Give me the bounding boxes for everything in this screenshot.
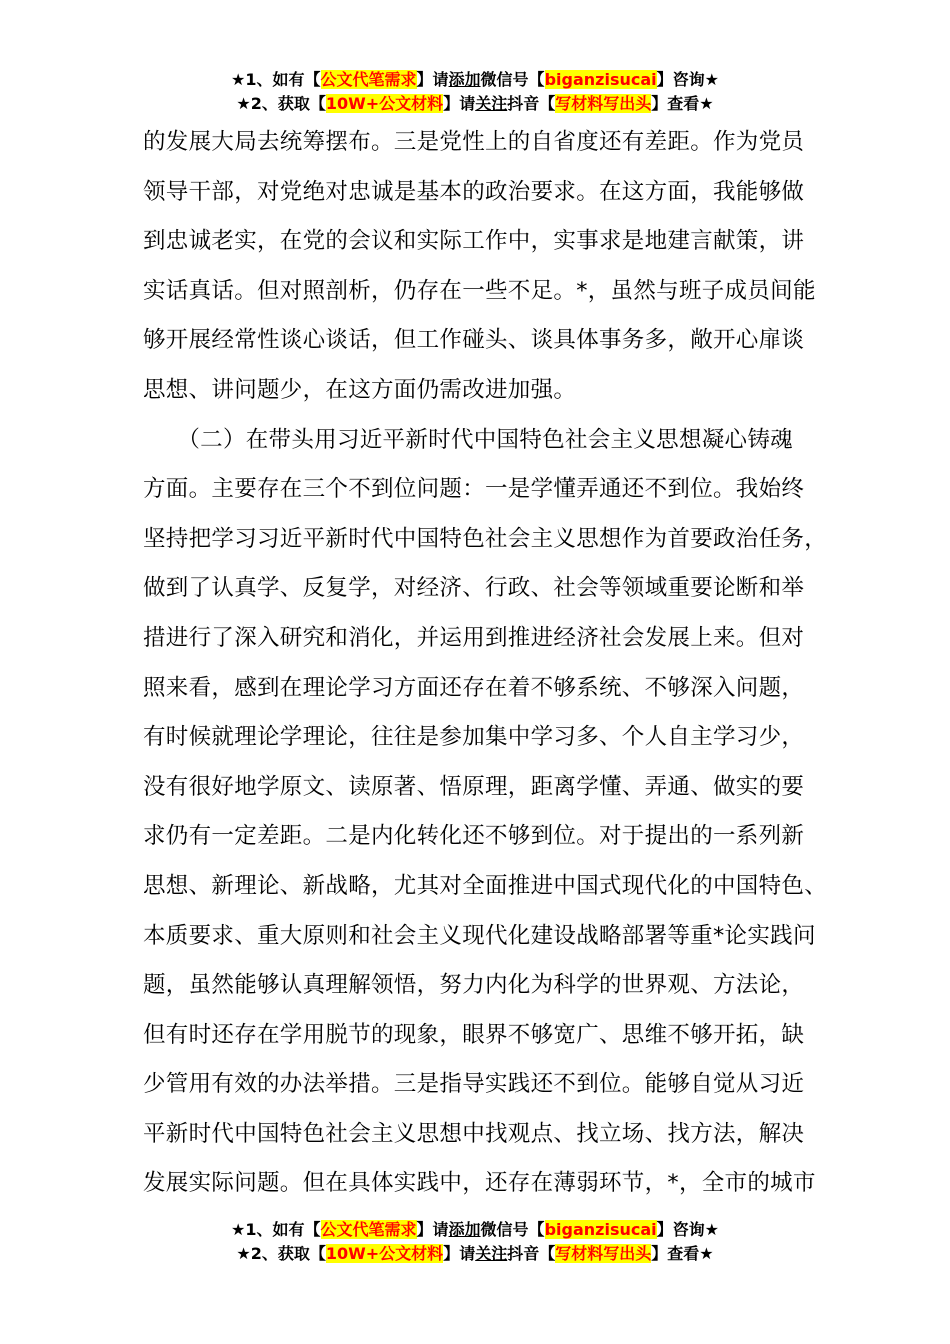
text-line: 求仍有一定差距。二是内化转化还不够到位。对于提出的一系列新 [143,823,805,850]
highlight-service: 公文代笔需求 [320,1220,417,1239]
banner-text: 】请 [416,1220,449,1239]
text-line: 但有时还存在学用脱节的现象，眼界不够宽广、思维不够开拓，缺 [143,1021,805,1048]
highlight-materials: 10W+公文材料 [325,1244,444,1263]
text-line: 坚持把学习习近平新时代中国特色社会主义思想作为首要政治任务， [143,525,828,552]
underlined-text: 关注 [475,1244,508,1263]
highlight-service: 公文代笔需求 [320,70,417,89]
text-line: 题，虽然能够认真理解领悟，努力内化为科学的世界观、方法论， [143,972,805,999]
text-line: 的发展大局去统筹摆布。三是党性上的自省度还有差距。作为党员 [143,129,805,155]
banner-line-2 [0,1242,950,1266]
text-line: 措进行了深入研究和消化，并运用到推进经济社会发展上来。但对 [143,624,805,651]
banner-text: ★1、如有【 [231,70,321,89]
banner-text: 】请 [416,70,449,89]
banner-text: 】请 [443,1244,476,1263]
highlight-materials: 10W+公文材料 [325,94,444,113]
text-line: 实话真话。但对照剖析，仍存在一些不足。*，虽然与班子成员间能 [143,277,816,304]
banner-text: 】咨询★ [656,1220,719,1239]
text-line: 没有很好地学原文、读原著、悟原理，距离学懂、弄通、做实的要 [143,773,805,800]
text-line: 领导干部，对党绝对忠诚是基本的政治要求。在这方面，我能够做 [143,178,805,205]
banner-text: 】查看★ [651,1244,714,1263]
banner-text: 微信号【 [480,70,545,89]
banner-line-1 [0,68,950,92]
banner-line-1 [0,1218,950,1242]
banner-text: ★1、如有【 [231,1220,321,1239]
text-line: 发展实际问题。但在具体实践中，还存在薄弱环节，*，全市的城市 [143,1170,816,1197]
document-body [143,118,833,1209]
section-heading-line: （二）在带头用习近平新时代中国特色社会主义思想凝心铸魂 [143,426,793,453]
banner-text: ★2、获取【 [236,94,326,113]
banner-text: 】查看★ [651,94,714,113]
bottom-banner [0,1218,950,1266]
text-line: 平新时代中国特色社会主义思想中找观点、找立场、找方法，解决 [143,1120,805,1147]
underlined-text: 添加 [448,70,481,89]
text-line: 方面。主要存在三个不到位问题：一是学懂弄通还不到位。我始终 [143,476,805,503]
banner-text: ★2、获取【 [236,1244,326,1263]
text-line: 少管用有效的办法举措。三是指导实践还不到位。能够自觉从习近 [143,1071,805,1098]
banner-text: 】咨询★ [656,70,719,89]
text-line: 本质要求、重大原则和社会主义现代化建设战略部署等重*论实践问 [143,922,816,949]
banner-text: 抖音【 [507,1244,556,1263]
text-line: 照来看，感到在理论学习方面还存在着不够系统、不够深入问题， [143,674,805,701]
text-line: 做到了认真学、反复学，对经济、行政、社会等领域重要论断和举 [143,575,805,602]
banner-line-2 [0,92,950,116]
banner-text: 微信号【 [480,1220,545,1239]
text-line: 思想、新理论、新战略，尤其对全面推进中国式现代化的中国特色、 [143,872,828,899]
banner-text: 】请 [443,94,476,113]
highlight-douyin: 写材料写出头 [555,1244,652,1263]
banner-text: 抖音【 [507,94,556,113]
underlined-text: 添加 [448,1220,481,1239]
highlight-douyin: 写材料写出头 [555,94,652,113]
text-line: 有时候就理论学理论，往往是参加集中学习多、个人自主学习少， [143,724,805,751]
highlight-wechat-id: biganzisucai [544,1220,657,1239]
highlight-wechat-id: biganzisucai [544,70,657,89]
top-banner [0,68,950,116]
text-line: 到忠诚老实，在党的会议和实际工作中，实事求是地建言献策，讲 [143,228,805,255]
text-line: 思想、讲问题少，在这方面仍需改进加强。 [143,376,577,403]
text-line: 够开展经常性谈心谈话，但工作碰头、谈具体事务多，敞开心扉谈 [143,327,805,354]
underlined-text: 关注 [475,94,508,113]
